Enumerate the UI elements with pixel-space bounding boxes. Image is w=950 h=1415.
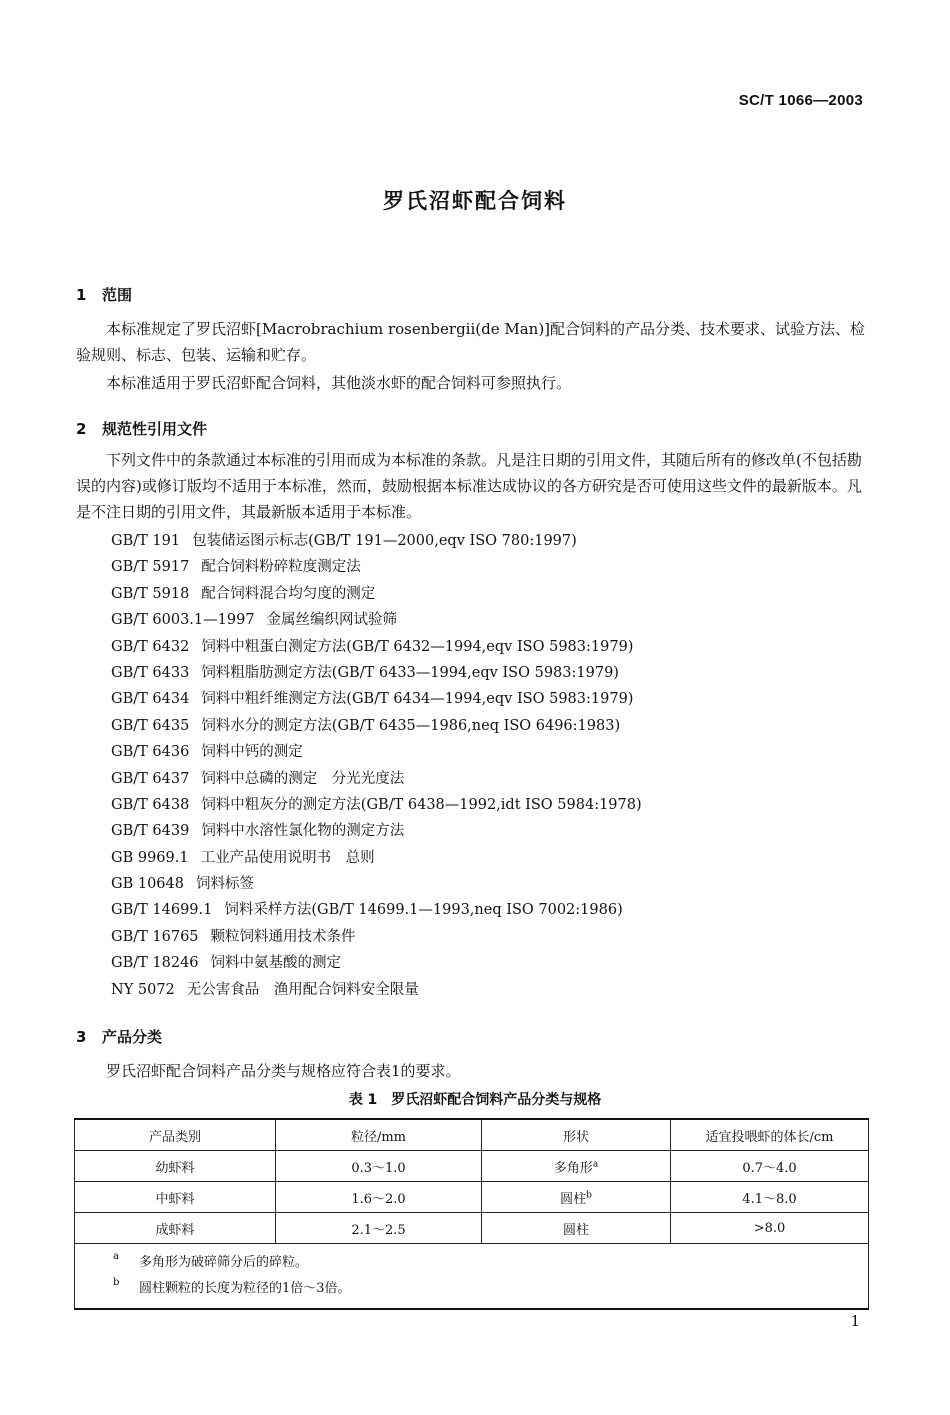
reference-item: GB/T 6434 饲料中粗纤维测定方法(GB/T 6434—1994,eqv ISO 5983:1979) [111, 691, 634, 708]
table-header-row [75, 1119, 869, 1151]
product-classification-table [74, 1118, 869, 1310]
table-cell: 成虾料 [75, 1213, 276, 1244]
table-cell: 中虾料 [75, 1182, 276, 1213]
table-footnote: $^b$ 圆柱颗粒的长度为粒径的1倍～3倍。 [113, 1277, 351, 1296]
section-number: 2 [76, 420, 87, 438]
reference-item: GB/T 18246 饲料中氨基酸的测定 [111, 955, 342, 972]
table-row [75, 1151, 869, 1182]
reference-item: GB/T 6433 饲料粗脂肪测定方法(GB/T 6433—1994,eqv ISO 5983:1979) [111, 664, 619, 681]
reference-item: GB/T 6432 饲料中粗蛋白测定方法(GB/T 6432—1994,eqv ISO 5983:1979) [111, 638, 634, 655]
table-cell: >8.0 [671, 1213, 869, 1244]
reference-item: GB/T 6435 饲料水分的测定方法(GB/T 6435—1986,neq ISO 6496:1983) [111, 717, 621, 734]
reference-item: GB/T 191 包装储运图示标志(GB/T 191—2000,eqv ISO 780:1997) [111, 533, 577, 549]
reference-item: GB/T 5917 配合饲料粉碎粒度测定法 [111, 559, 361, 576]
table-cell: 多角形$^a$ [482, 1151, 671, 1182]
section-title: 规范性引用文件 [102, 420, 208, 438]
section-1-heading [76, 284, 132, 305]
table-cell: 2.1～2.5 [276, 1213, 482, 1244]
document-title: 罗氏沼虾配合饲料 [383, 189, 567, 213]
table-row [75, 1182, 869, 1213]
table-cell: 0.3～1.0 [276, 1151, 482, 1182]
section-number: 3 [76, 1028, 87, 1046]
table-cell: 圆柱$^b$ [482, 1182, 671, 1213]
reference-item: GB/T 16765 颗粒饲料通用技术条件 [111, 928, 356, 945]
reference-item: GB/T 14699.1 饲料采样方法(GB/T 14699.1—1993,neq ISO 7002:1986) [111, 902, 623, 919]
reference-item: GB/T 6003.1—1997 金属丝编织网试验筛 [111, 612, 398, 629]
table-cell: 圆柱 [482, 1213, 671, 1244]
column-header: 产品类别 [75, 1119, 276, 1151]
table-footnote: $^a$ 多角形为破碎筛分后的碎粒。 [113, 1251, 309, 1270]
section-number: 1 [76, 286, 87, 304]
table-row [75, 1213, 869, 1244]
section-3-intro: 罗氏沼虾配合饲料产品分类与规格应符合表1的要求。 [106, 1062, 461, 1080]
table-cell: 0.7～4.0 [671, 1151, 869, 1182]
reference-item: GB/T 6437 饲料中总磷的测定 分光光度法 [111, 770, 405, 787]
reference-item: GB/T 5918 配合饲料混合均匀度的测定 [111, 585, 376, 602]
section-1-paragraph-2: 本标准适用于罗氏沼虾配合饲料，其他淡水虾的配合饲料可参照执行。 [106, 374, 572, 392]
section-title: 产品分类 [102, 1028, 163, 1046]
table-footnotes [75, 1244, 869, 1310]
page-number: 1 [850, 1312, 860, 1330]
table-caption: 表 1 罗氏沼虾配合饲料产品分类与规格 [348, 1092, 602, 1108]
reference-item: GB/T 6439 饲料中水溶性氯化物的测定方法 [111, 823, 405, 840]
section-2-intro: 下列文件中的条款通过本标准的引用而成为本标准的条款。凡是注日期的引用文件，其随后所有的修改单(不包括勘误的内容)或修订版均不适用于本标准，然而，鼓励根据本标准达成协议的各方研究是否可使用这些文件的最新版本。凡是不注日期的引用文件，其最新版本适用于本标准。 [76, 451, 862, 521]
section-title: 范围 [102, 286, 133, 304]
column-header: 适宜投喂虾的体长/cm [671, 1119, 869, 1151]
section-3-heading [76, 1026, 162, 1047]
column-header: 形状 [482, 1119, 671, 1151]
reference-item: GB/T 6436 饲料中钙的测定 [111, 744, 303, 761]
section-1-paragraph-1: 本标准规定了罗氏沼虾[Macrobrachium rosenbergii(de Man)]配合饲料的产品分类、技术要求、试验方法、检验规则、标志、包装、运输和贮存。 [76, 320, 866, 364]
footnote-mark: b [586, 1190, 592, 1201]
column-header: 粒径/mm [276, 1119, 482, 1151]
reference-item: GB 10648 饲料标签 [111, 876, 254, 893]
table-cell: 1.6～2.0 [276, 1182, 482, 1213]
table-cell: 4.1～8.0 [671, 1182, 869, 1213]
reference-item: GB 9969.1 工业产品使用说明书 总则 [111, 849, 375, 866]
standard-code: SC/T 1066—2003 [738, 92, 863, 109]
footnote-mark: a [592, 1159, 599, 1170]
section-2-heading [76, 418, 207, 439]
table-cell: 幼虾料 [75, 1151, 276, 1182]
reference-item: NY 5072 无公害食品 渔用配合饲料安全限量 [111, 981, 419, 998]
normative-references-list [111, 528, 642, 1003]
table-footnotes-row [75, 1244, 869, 1310]
footnote-mark: a [113, 1251, 119, 1262]
footnote-mark: b [113, 1277, 120, 1288]
reference-item: GB/T 6438 饲料中粗灰分的测定方法(GB/T 6438—1992,idt ISO 5984:1978) [111, 796, 642, 813]
